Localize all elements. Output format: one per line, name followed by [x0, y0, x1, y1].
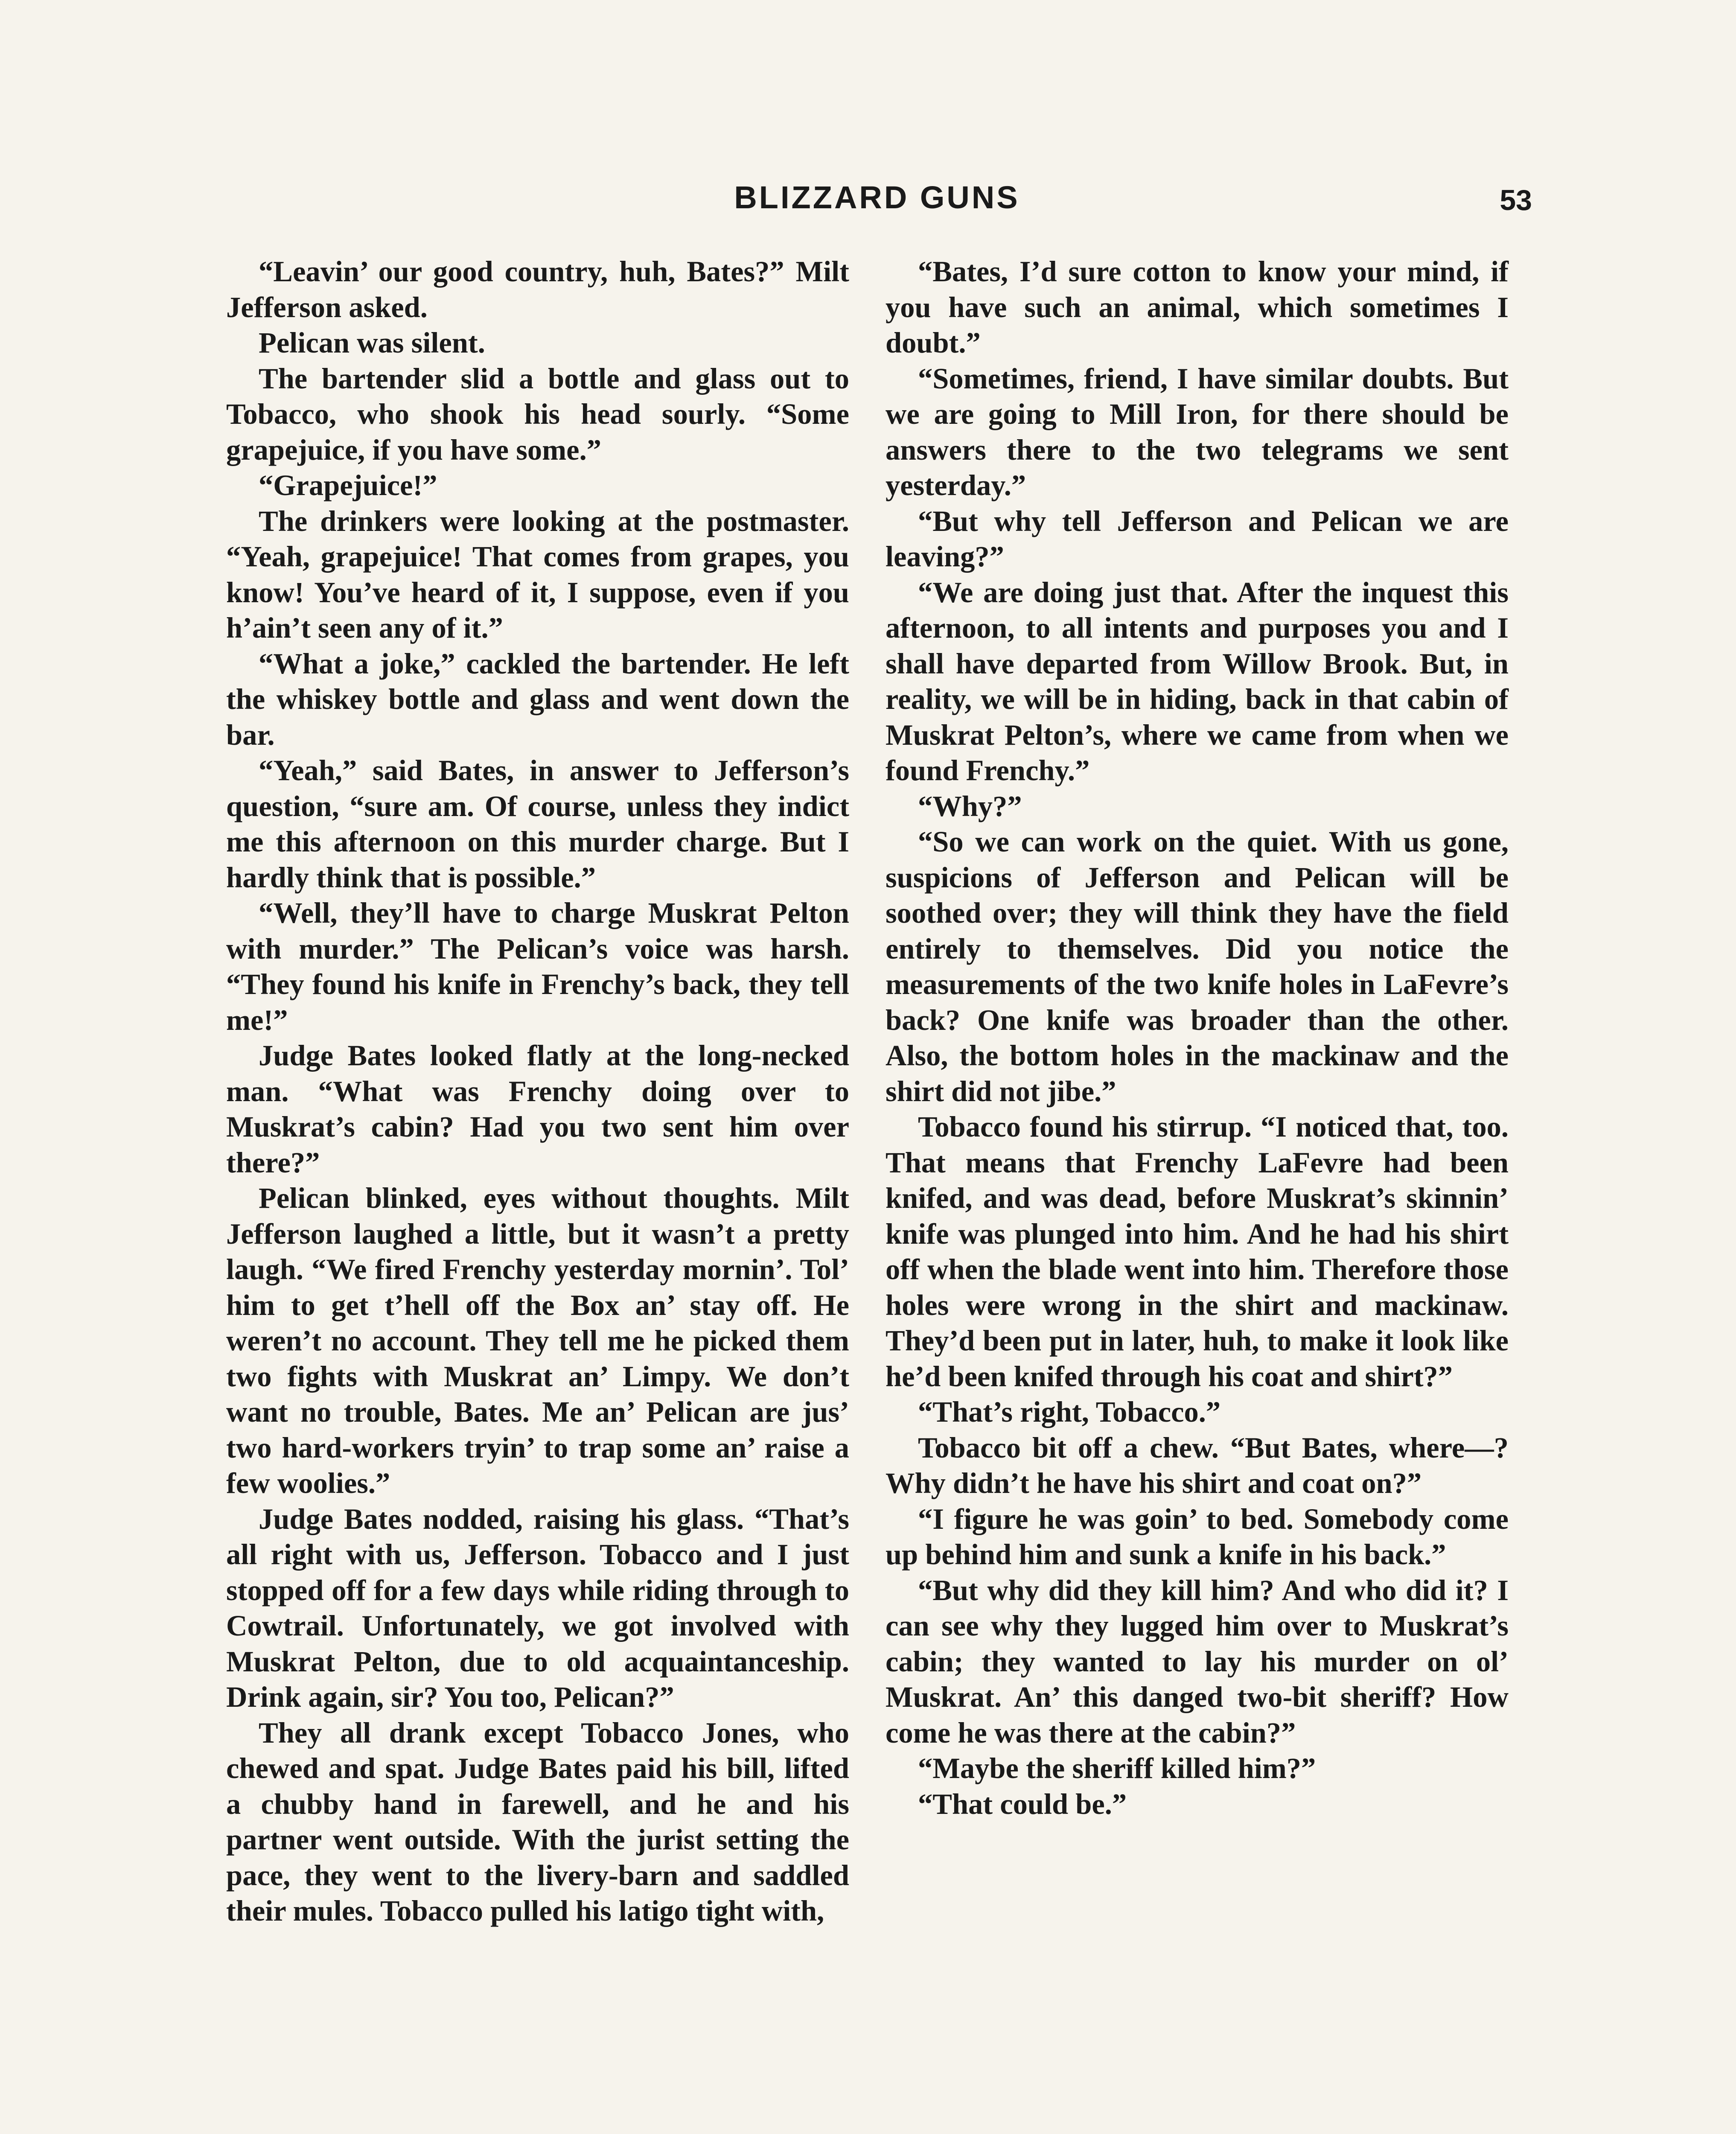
paragraph: “So we can work on the quiet. With us gone, suspicions of Jefferson and Pelican will be soothed over; they will think they have the field entirely to themselves. Did you notice the measurements of the two knife holes in LaFevre’s back? One knife was broader than the other. Also, the bottom holes in the mackinaw and the shirt did not jibe.”	[885, 825, 1509, 1108]
paragraph: Tobacco bit off a chew. “But Bates, where—? Why didn’t he have his shirt and coat on?”	[885, 1431, 1509, 1499]
page-header	[222, 174, 1532, 221]
paragraph: “Grapejuice!”	[259, 469, 437, 501]
paragraph: “Leavin’ our good country, huh, Bates?” Milt Jefferson asked.	[226, 255, 849, 324]
paragraph: “Well, they’ll have to charge Muskrat Pelton with murder.” The Pelican’s voice was harsh. “They found his knife in Frenchy’s back, they tell me!”	[226, 897, 849, 1036]
left-column	[226, 254, 849, 1929]
right-column	[885, 254, 1509, 1822]
paragraph: “But why did they kill him? And who did it? I can see why they lugged him over to Muskrat’s cabin; they wanted to lay his murder on ol’ Muskrat. An’ this danged two-bit sheriff? How come he was there at the cabin?”	[885, 1574, 1509, 1749]
paragraph: “What a joke,” cackled the bartender. He left the whiskey bottle and glass and went down the bar.	[226, 647, 849, 751]
paragraph: “I figure he was goin’ to bed. Somebody come up behind him and sunk a knife in his back.”	[885, 1502, 1509, 1571]
page-number: 53	[1500, 184, 1532, 216]
paragraph: “That’s right, Tobacco.”	[918, 1396, 1221, 1428]
paragraph: The drinkers were looking at the postmaster. “Yeah, grapejuice! That comes from grapes, you know! You’ve heard of it, I suppose, even if you h’ain’t seen any of it.”	[226, 504, 849, 644]
paragraph: “Bates, I’d sure cotton to know your mind, if you have such an animal, which sometimes I doubt.”	[885, 255, 1509, 359]
paragraph: “Maybe the sheriff killed him?”	[918, 1752, 1316, 1784]
paragraph: Judge Bates nodded, raising his glass. “That’s all right with us, Jefferson. Tobacco and I just stopped off for a few days while riding through to Cowtrail. Unfortunately, we got involved with Muskrat Pelton, due to old acquaintanceship. Drink again, sir? You too, Pelican?”	[226, 1502, 849, 1713]
paragraph: Pelican was silent.	[259, 327, 485, 359]
paragraph: “But why tell Jefferson and Pelican we are leaving?”	[885, 504, 1509, 573]
paragraph: “That could be.”	[918, 1787, 1127, 1820]
running-title: BLIZZARD GUNS	[734, 180, 1020, 215]
paragraph: Judge Bates looked flatly at the long-necked man. “What was Frenchy doing over to Muskrat’s cabin? Had you two sent him over there?”	[226, 1039, 849, 1179]
paragraph: “Sometimes, friend, I have similar doubts. But we are going to Mill Iron, for there should be answers there to the two telegrams we sent yesterday.”	[885, 362, 1509, 501]
paragraph: Tobacco found his stirrup. “I noticed that, too. That means that Frenchy LaFevre had been knifed, and was dead, before Muskrat’s skinnin’ knife was plunged into him. And he had his shirt off when the blade went into him. Therefore those holes were wrong in the shirt and mackinaw. They’d been put in later, huh, to make it look like he’d been knifed through his coat and shirt?”	[885, 1111, 1509, 1393]
paragraph: “We are doing just that. After the inquest this afternoon, to all intents and purposes you and I shall have departed from Willow Brook. But, in reality, we will be in hiding, back in that cabin of Muskrat Pelton’s, where we came from when we found Frenchy.”	[885, 576, 1509, 787]
paragraph: “Why?”	[918, 790, 1022, 822]
paragraph: The bartender slid a bottle and glass out to Tobacco, who shook his head sourly. “Some grapejuice, if you have some.”	[226, 362, 849, 466]
paragraph: Pelican blinked, eyes without thoughts. Milt Jefferson laughed a little, but it wasn’t a pretty laugh. “We fired Frenchy yesterday mornin’. Tol’ him to get t’hell off the Box an’ stay off. He weren’t no account. They tell me he picked them two fights with Muskrat an’ Limpy. We don’t want no trouble, Bates. Me an’ Pelican are jus’ two hard-workers tryin’ to trap some an’ raise a few woolies.”	[226, 1182, 849, 1499]
paragraph: “Yeah,” said Bates, in answer to Jefferson’s question, “sure am. Of course, unless they indict me this afternoon on this murder charge. But I hardly think that is possible.”	[226, 754, 849, 894]
paragraph: They all drank except Tobacco Jones, who chewed and spat. Judge Bates paid his bill, lifted a chubby hand in farewell, and he and his partner went outside. With the jurist setting the pace, they went to the livery-barn and saddled their mules. Tobacco pulled his latigo tight with,	[226, 1716, 849, 1927]
